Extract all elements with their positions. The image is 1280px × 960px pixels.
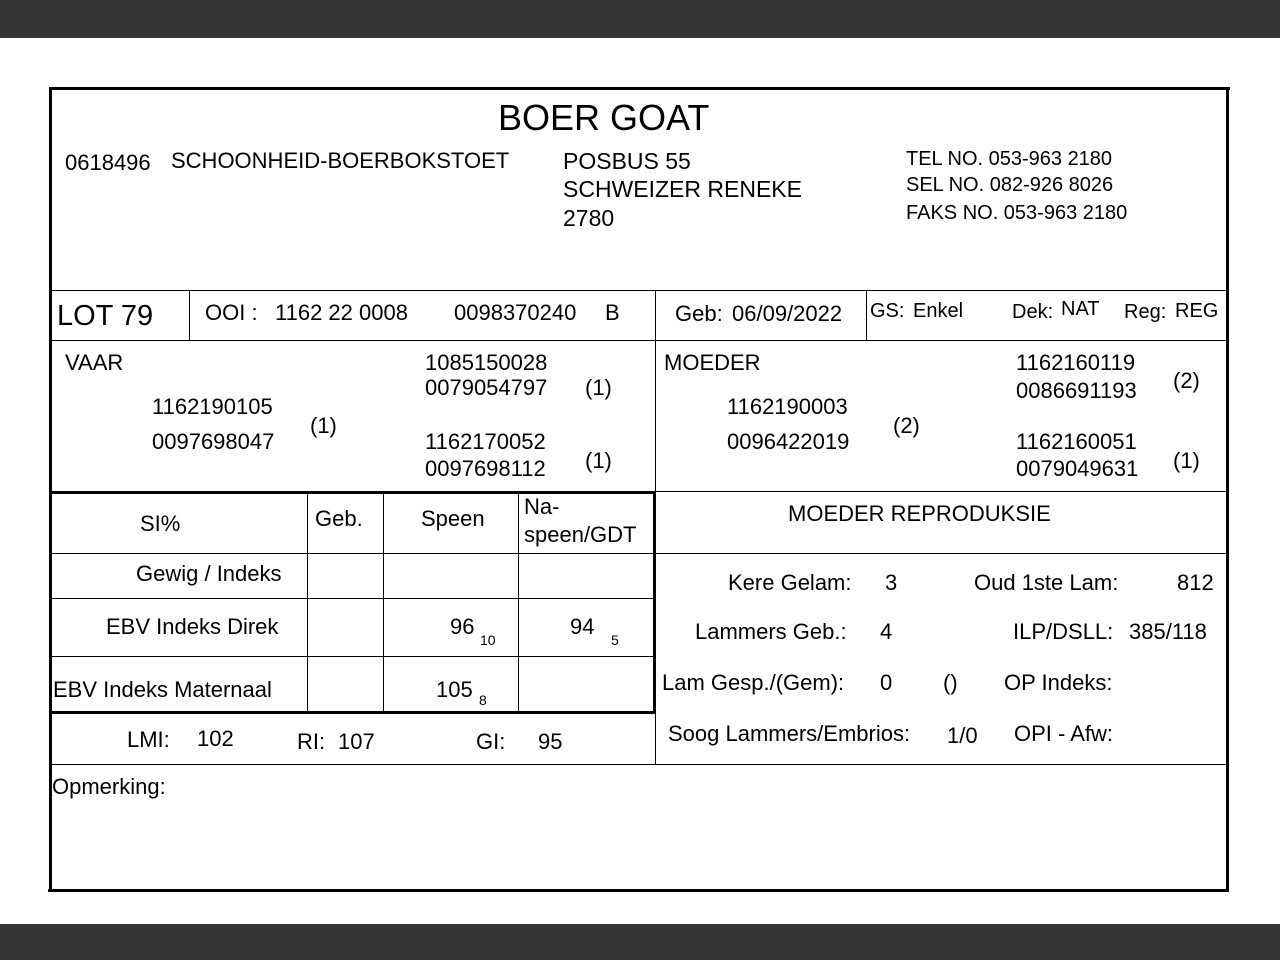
op-indeks-label: OP Indeks: xyxy=(1004,670,1113,695)
dek-value: NAT xyxy=(1061,298,1100,320)
vrule-gs xyxy=(866,290,867,341)
maternaal-speen-value: 105 xyxy=(436,677,473,702)
soog-lammers-value: 1/0 xyxy=(947,723,978,748)
si-box-bottom xyxy=(51,711,656,714)
faks-number: FAKS NO. 053-963 2180 xyxy=(906,202,1128,224)
vaar-dam-registration: 0097698112 xyxy=(425,456,546,481)
ooi-id: 1162 22 0008 xyxy=(275,300,408,325)
geb-date: 06/09/2022 xyxy=(732,301,843,326)
lmi-label: LMI: xyxy=(127,727,170,752)
vrule-si-speen xyxy=(383,493,384,713)
row-ebv-maternaal: EBV Indeks Maternaal xyxy=(53,677,272,702)
naspeen-column-header-1: Na- xyxy=(524,494,560,519)
rule-repro-title-bottom xyxy=(655,553,1228,554)
vaar-sire-registration: 0079054797 xyxy=(425,375,548,400)
moeder-id: 1162190003 xyxy=(727,394,848,419)
lammers-geb-value: 4 xyxy=(880,619,893,644)
ooi-grade: B xyxy=(605,300,620,325)
ri-value: 107 xyxy=(338,729,375,754)
rule-lot-top xyxy=(51,290,1228,291)
rule-si-row2 xyxy=(51,656,655,657)
vrule-lot xyxy=(189,290,190,341)
vaar-code: (1) xyxy=(310,413,337,438)
vaar-sire-id: 1085150028 xyxy=(425,350,548,375)
ri-label: RI: xyxy=(297,729,326,754)
gi-label: GI: xyxy=(476,729,506,754)
frame-left xyxy=(49,87,52,892)
gi-value: 95 xyxy=(538,729,563,754)
rule-si-header xyxy=(51,553,655,554)
lammers-geb-label: Lammers Geb.: xyxy=(695,619,847,644)
moeder-dam-registration: 0079049631 xyxy=(1016,456,1139,481)
ooi-label: OOI : xyxy=(205,300,258,325)
rule-repro-title-top xyxy=(655,491,1228,492)
vaar-dam-code: (1) xyxy=(585,448,612,473)
direk-speen-value: 96 xyxy=(450,614,475,639)
moeder-sire-registration: 0086691193 xyxy=(1016,378,1137,403)
moeder-dam-id: 1162160051 xyxy=(1016,429,1137,454)
moeder-registration: 0096422019 xyxy=(727,429,850,454)
opi-afw-label: OPI - Afw: xyxy=(1014,721,1114,746)
naspeen-column-header-2: speen/GDT xyxy=(524,522,637,547)
direk-speen-accuracy: 10 xyxy=(480,632,496,648)
lam-gesp-value: 0 xyxy=(880,670,893,695)
lam-gesp-gem-value: () xyxy=(943,670,958,695)
frame-right xyxy=(1226,87,1229,892)
lam-gesp-label: Lam Gesp./(Gem): xyxy=(662,670,845,695)
si-box-top xyxy=(51,491,656,494)
dek-label: Dek: xyxy=(1012,301,1054,323)
moeder-code: (2) xyxy=(893,413,920,438)
address-line-2: SCHWEIZER RENEKE xyxy=(563,176,802,202)
gs-label: GS: xyxy=(870,300,905,322)
opmerking-label: Opmerking: xyxy=(52,774,166,799)
direk-naspeen-accuracy: 5 xyxy=(611,632,619,648)
frame-bottom xyxy=(48,889,1228,892)
row-ebv-direk: EBV Indeks Direk xyxy=(106,614,279,639)
vrule-si-naspeen xyxy=(518,493,519,713)
kere-gelam-value: 3 xyxy=(885,570,898,595)
geb-column-header: Geb. xyxy=(315,506,363,531)
reg-value: REG xyxy=(1175,300,1219,322)
vaar-registration: 0097698047 xyxy=(152,429,275,454)
direk-naspeen-value: 94 xyxy=(570,614,595,639)
address-line-1: POSBUS 55 xyxy=(563,148,691,174)
oud-1ste-lam-label: Oud 1ste Lam: xyxy=(974,570,1119,595)
rule-si-row1 xyxy=(51,598,655,599)
soog-lammers-label: Soog Lammers/Embrios: xyxy=(668,721,911,746)
reg-label: Reg: xyxy=(1124,301,1167,323)
gs-value: Enkel xyxy=(913,300,964,322)
moeder-dam-code: (1) xyxy=(1173,448,1200,473)
row-gewig-indeks: Gewig / Indeks xyxy=(136,561,282,586)
speen-column-header: Speen xyxy=(421,506,485,531)
reproduksie-title: MOEDER REPRODUKSIE xyxy=(788,501,1051,526)
page-title: BOER GOAT xyxy=(498,97,710,138)
geb-label: Geb: xyxy=(675,301,723,326)
lot-label: LOT 79 xyxy=(57,300,154,332)
moeder-sire-code: (2) xyxy=(1173,368,1200,393)
rule-remarks-top xyxy=(51,764,1228,765)
lmi-value: 102 xyxy=(197,726,234,751)
kere-gelam-label: Kere Gelam: xyxy=(728,570,852,595)
vrule-pedigree-center xyxy=(655,290,656,765)
ilp-dsll-label: ILP/DSLL: xyxy=(1013,619,1114,644)
moeder-label: MOEDER xyxy=(664,350,761,375)
maternaal-speen-accuracy: 8 xyxy=(479,692,487,708)
stud-name: SCHOONHEID-BOERBOKSTOET xyxy=(171,148,510,173)
frame-top xyxy=(50,87,1230,90)
vrule-si-geb xyxy=(307,493,308,713)
moeder-sire-id: 1162160119 xyxy=(1016,350,1136,375)
vaar-sire-code: (1) xyxy=(585,375,612,400)
sel-number: SEL NO. 082-926 8026 xyxy=(906,174,1114,196)
address-line-3: 2780 xyxy=(563,205,615,231)
si-header: SI% xyxy=(140,511,181,536)
vaar-id: 1162190105 xyxy=(152,394,273,419)
rule-lot-bottom xyxy=(51,340,1228,341)
vaar-dam-id: 1162170052 xyxy=(425,429,546,454)
ilp-dsll-value: 385/118 xyxy=(1129,619,1207,644)
vaar-label: VAAR xyxy=(65,350,124,375)
oud-1ste-lam-value: 812 xyxy=(1177,570,1214,595)
tel-number: TEL NO. 053-963 2180 xyxy=(906,148,1113,170)
breeder-number: 0618496 xyxy=(65,150,151,175)
ooi-registration: 0098370240 xyxy=(454,300,577,325)
